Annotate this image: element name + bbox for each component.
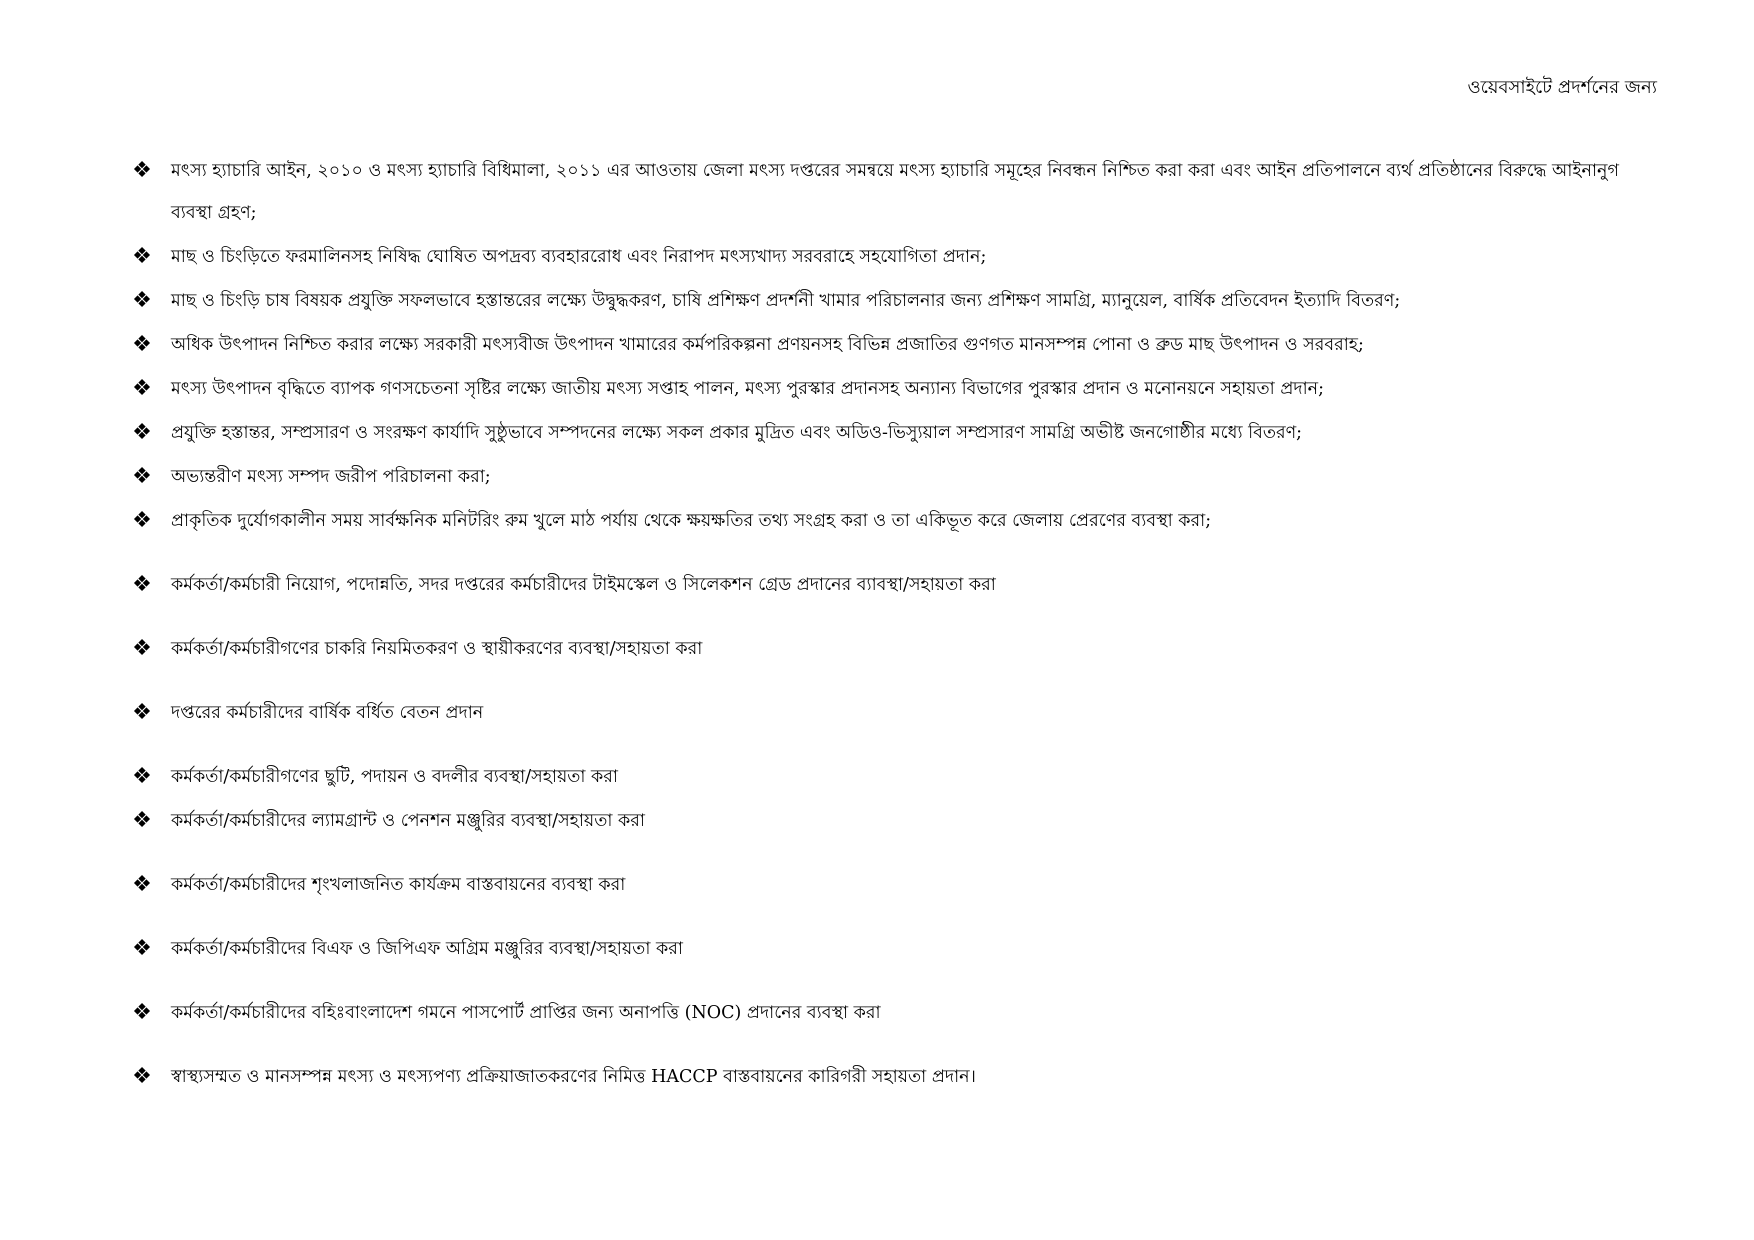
list-item-text: কর্মকর্তা/কর্মচারীদের বিএফ ও জিপিএফ অগ্রিম মঞ্জুরির ব্যবস্থা/সহায়তা করা xyxy=(171,939,683,959)
four-diamond-bullet-icon: ❖ xyxy=(132,464,152,489)
list-item-text: দপ্তরের কর্মচারীদের বার্ষিক বর্ধিত বেতন প্রদান xyxy=(171,703,484,723)
four-diamond-bullet-icon: ❖ xyxy=(132,244,152,269)
list-item-text: স্বাস্থ্যসম্মত ও মানসম্পন্ন মৎস্য ও মৎস্যপণ্য প্রক্রিয়াজাতকরণের নিমিত্ত HACCP বাস্তবায়নের কারিগরী সহায়তা প্রদান। xyxy=(171,1067,976,1087)
list-item xyxy=(130,992,1650,1034)
four-diamond-bullet-icon: ❖ xyxy=(132,332,152,357)
list-item xyxy=(130,324,1650,366)
four-diamond-bullet-icon: ❖ xyxy=(132,808,152,833)
list-item xyxy=(130,928,1650,970)
list-item-text: কর্মকর্তা/কর্মচারীগণের চাকরি নিয়মিতকরণ ও স্থায়ীকরণের ব্যবস্থা/সহায়তা করা xyxy=(171,639,703,659)
list-item-text: প্রাকৃতিক দুর্যোগকালীন সময় সার্বক্ষনিক মনিটরিং রুম খুলে মাঠ পর্যায় থেকে ক্ষয়ক্ষতির তথ্য সংগ্রহ করা ও তা একিভূত করে জেলায় প্রেরণের ব্যবস্থা করা; xyxy=(171,511,1212,531)
four-diamond-bullet-icon: ❖ xyxy=(132,872,152,897)
list-item xyxy=(130,756,1650,798)
list-item xyxy=(130,456,1650,498)
list-item-text: কর্মকর্তা/কর্মচারীদের শৃংখলাজনিত কার্যক্রম বাস্তবায়নের ব্যবস্থা করা xyxy=(171,875,626,895)
list-item xyxy=(130,564,1650,606)
list-item-text: মৎস্য উৎপাদন বৃদ্ধিতে ব্যাপক গণসচেতনা সৃষ্টির লক্ষ্যে জাতীয় মৎস্য সপ্তাহ পালন, মৎস্য পুরস্কার প্রদানসহ অন্যান্য বিভাগের পুরস্কার প্রদান ও মনোনয়নে সহায়তা প্রদান; xyxy=(171,379,1324,399)
four-diamond-bullet-icon: ❖ xyxy=(132,420,152,445)
four-diamond-bullet-icon: ❖ xyxy=(132,764,152,789)
list-item xyxy=(130,368,1650,410)
list-item-text: প্রযুক্তি হস্তান্তর, সম্প্রসারণ ও সংরক্ষণ কার্যাদি সুষ্ঠুভাবে সম্পদনের লক্ষ্যে সকল প্রকার মুদ্রিত এবং অডিও-ভিস্যুয়াল সম্প্রসারণ সামগ্রি অভীষ্ট জনগোষ্ঠীর মধ্যে বিতরণ; xyxy=(171,423,1303,443)
list-item-text: মৎস্য হ্যাচারি আইন, ২০১০ ও মৎস্য হ্যাচারি বিধিমালা, ২০১১ এর আওতায় জেলা মৎস্য দপ্তরের সমন্বয়ে মৎস্য হ্যাচারি সমূহের নিবন্ধন নিশ্চিত করা করা এবং আইন প্রতিপালনে ব্যর্থ প্রতিষ্ঠানের বিরুদ্ধে আইনানুগ ব্যবস্থা গ্রহণ; xyxy=(171,161,1619,223)
list-item xyxy=(130,236,1650,278)
four-diamond-bullet-icon: ❖ xyxy=(132,376,152,401)
four-diamond-bullet-icon: ❖ xyxy=(132,158,152,183)
list-item xyxy=(130,800,1650,842)
list-item xyxy=(130,280,1650,322)
four-diamond-bullet-icon: ❖ xyxy=(132,1000,152,1025)
list-item-text: কর্মকর্তা/কর্মচারীগণের ছুটি, পদায়ন ও বদলীর ব্যবস্থা/সহায়তা করা xyxy=(171,767,618,787)
four-diamond-bullet-icon: ❖ xyxy=(132,288,152,313)
list-item-text: কর্মকর্তা/কর্মচারীদের বহিঃবাংলাদেশ গমনে পাসপোর্ট প্রাপ্তির জন্য অনাপত্তি (NOC) প্রদানের ব্যবস্থা করা xyxy=(171,1003,881,1023)
list-item-text: কর্মকর্তা/কর্মচারী নিয়োগ, পদোন্নতি, সদর দপ্তরের কর্মচারীদের টাইমস্কেল ও সিলেকশন গ্রেড প্রদানের ব্যাবস্থা/সহায়তা করা xyxy=(171,575,996,595)
four-diamond-bullet-icon: ❖ xyxy=(132,572,152,597)
function-list xyxy=(130,150,1650,1100)
four-diamond-bullet-icon: ❖ xyxy=(132,936,152,961)
four-diamond-bullet-icon: ❖ xyxy=(132,700,152,725)
list-item-text: অধিক উৎপাদন নিশ্চিত করার লক্ষ্যে সরকারী মৎস্যবীজ উৎপাদন খামারের কর্মপরিকল্পনা প্রণয়নসহ বিভিন্ন প্রজাতির গুণগত মানসম্পন্ন পোনা ও ব্রুড মাছ উৎপাদন ও সরবরাহ; xyxy=(171,335,1364,355)
list-item xyxy=(130,1056,1650,1098)
four-diamond-bullet-icon: ❖ xyxy=(132,508,152,533)
four-diamond-bullet-icon: ❖ xyxy=(132,1064,152,1089)
page-header: ওয়েবসাইটে প্রদর্শনের জন্য xyxy=(1467,77,1657,98)
four-diamond-bullet-icon: ❖ xyxy=(132,636,152,661)
list-item xyxy=(130,412,1650,454)
list-item-text: অভ্যন্তরীণ মৎস্য সম্পদ জরীপ পরিচালনা করা; xyxy=(171,467,491,487)
list-item xyxy=(130,692,1650,734)
list-item-text: মাছ ও চিংড়ি চাষ বিষয়ক প্রযুক্তি সফলভাবে হস্তান্তরের লক্ষ্যে উদ্বুদ্ধকরণ, চাষি প্রশিক্ষণ প্রদর্শনী খামার পরিচালনার জন্য প্রশিক্ষণ সামগ্রি, ম্যানুয়েল, বার্ষিক প্রতিবেদন ইত্যাদি বিতরণ; xyxy=(171,291,1401,311)
list-item-text: মাছ ও চিংড়িতে ফরমালিনসহ নিষিদ্ধ ঘোষিত অপদ্রব্য ব্যবহাররোধ এবং নিরাপদ মৎস্যখাদ্য সরবরাহে সহযোগিতা প্রদান; xyxy=(171,247,987,267)
list-item xyxy=(130,500,1650,542)
list-item xyxy=(130,864,1650,906)
list-item xyxy=(130,150,1650,234)
list-item-text: কর্মকর্তা/কর্মচারীদের ল্যামগ্রান্ট ও পেনশন মঞ্জুরির ব্যবস্থা/সহায়তা করা xyxy=(171,811,645,831)
list-item xyxy=(130,628,1650,670)
